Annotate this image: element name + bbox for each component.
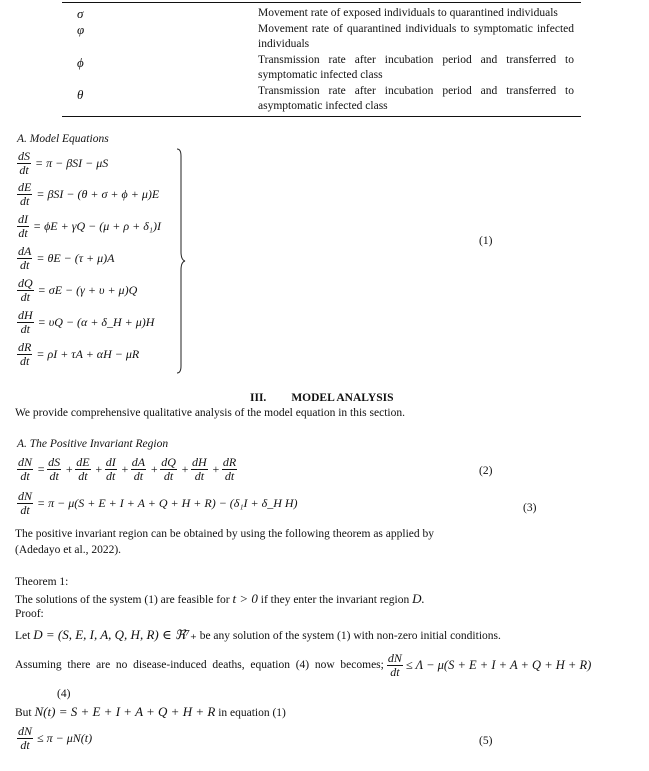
proof-label: Proof: <box>15 608 44 620</box>
fraction-num: dS <box>18 149 30 163</box>
fraction <box>17 456 33 483</box>
table-top-rule <box>62 2 581 3</box>
fraction <box>17 277 34 304</box>
fraction <box>17 341 32 368</box>
equation-rhs: = βSI − (θ + σ + ϕ + μ)E <box>36 187 160 201</box>
fraction <box>160 456 177 483</box>
assume-rhs: ≤ Λ − μ(S + E + I + A + Q + H + R) <box>405 658 592 672</box>
fraction-num: dS <box>48 455 61 469</box>
table-symbol: σ <box>77 6 84 21</box>
assume-statement <box>15 652 591 679</box>
citation: (Adedayo et al., 2022). <box>15 544 122 556</box>
equation-number: (4) <box>57 688 71 700</box>
fraction-den: dt <box>224 469 235 483</box>
theorem-title: Theorem 1: <box>15 576 69 588</box>
equation-rhs: = ϕE + γQ − (μ + ρ + δ₁)I <box>33 219 161 233</box>
equation-rhs: = π − βSI − μS <box>35 156 109 170</box>
fraction-num: dQ <box>18 276 33 290</box>
equation-rhs: = θE − (τ + μ)A <box>36 251 115 265</box>
fraction-num: dN <box>18 724 33 738</box>
table-symbol: ϕ <box>77 55 84 70</box>
fraction-den: dt <box>163 469 174 483</box>
section-title: MODEL ANALYSIS <box>291 392 394 404</box>
fraction <box>17 245 32 272</box>
equation-number: (2) <box>479 465 493 477</box>
fraction-num: dN <box>18 455 33 469</box>
fraction-num: dH <box>18 308 33 322</box>
table-bottom-rule <box>62 116 581 117</box>
fraction-num: dR <box>18 340 32 354</box>
table-desc: Transmission rate after incubation period and transferred to asymptomatic infected class <box>258 85 574 112</box>
equation-number: (1) <box>479 235 493 247</box>
table-symbol: θ <box>77 87 84 102</box>
fraction <box>17 309 34 336</box>
but-math: N(t) = S + E + I + A + Q + H + R <box>34 704 216 719</box>
fraction-den: dt <box>390 665 400 679</box>
but-statement <box>15 704 286 721</box>
theorem-text: The solutions of the system (1) are feasible for <box>15 594 230 606</box>
equation-rhs: = ρI + τA + αH − μR <box>36 347 140 361</box>
fraction-den: dt <box>194 469 205 483</box>
section-number: III. <box>250 392 267 404</box>
fraction-den: dt <box>19 163 29 177</box>
table-desc: Movement rate of exposed individuals to quarantined individuals <box>258 7 558 19</box>
fraction-den: dt <box>20 738 30 752</box>
fraction-den: dt <box>20 258 30 272</box>
fraction <box>131 456 146 483</box>
let-statement <box>15 627 501 644</box>
theorem-statement <box>15 591 425 608</box>
but-text: in equation (1) <box>218 707 286 719</box>
fraction <box>191 456 208 483</box>
section-heading-model-analysis <box>250 391 393 406</box>
equation-row <box>17 341 139 368</box>
fraction <box>105 456 117 483</box>
fraction-den: dt <box>106 469 116 483</box>
fraction-den: dt <box>20 322 30 336</box>
fraction-num: dA <box>18 244 32 258</box>
but-text: But <box>15 707 32 719</box>
fraction-num: dQ <box>161 455 176 469</box>
right-brace-icon <box>176 148 186 374</box>
section-intro: We provide comprehensive qualitative analysis of the model equation in this section. <box>15 407 405 419</box>
equation-3 <box>17 490 298 517</box>
fraction <box>75 456 90 483</box>
fraction <box>17 150 31 177</box>
section-heading-model-equations: A. Model Equations <box>17 133 109 145</box>
equation-row <box>17 213 161 240</box>
fraction-den: dt <box>78 469 88 483</box>
fraction <box>17 490 33 517</box>
fraction <box>47 456 61 483</box>
fraction <box>387 652 403 679</box>
fraction-num: dN <box>387 651 402 665</box>
equation-number: (5) <box>479 735 493 747</box>
fraction-den: dt <box>20 194 30 208</box>
equation-rhs: = π − μ(S + E + I + A + Q + H + R) − (δ₁I + δ_H H) <box>37 496 298 510</box>
equation-row <box>17 181 159 208</box>
fraction-num: dH <box>192 455 207 469</box>
equation-5 <box>17 725 92 752</box>
fraction-den: dt <box>20 503 30 517</box>
fraction-num: dE <box>18 180 32 194</box>
table-desc: Movement rate of quarantined individuals to symptomatic infected individuals <box>258 23 574 50</box>
equation-rhs: = σE − (γ + υ + μ)Q <box>37 283 138 297</box>
fraction-den: dt <box>49 469 59 483</box>
equation-rhs: ≤ π − μN(t) <box>37 731 93 745</box>
let-math: D = (S, E, I, A, Q, H, R) ∈ ℜ⁷₊ <box>33 627 197 642</box>
assume-text: Assuming there are no disease-induced deaths, equation (4) now becomes; <box>15 659 384 671</box>
parameter-table <box>62 0 581 118</box>
fraction-num: dR <box>222 455 237 469</box>
fraction-num: dA <box>131 455 146 469</box>
fraction <box>17 181 32 208</box>
equation-number: (3) <box>523 502 537 514</box>
fraction-num: dI <box>105 455 116 469</box>
table-symbol: φ <box>77 22 85 37</box>
theorem-math: t > 0 <box>232 591 258 606</box>
fraction-num: dN <box>18 489 33 503</box>
section-heading-invariant-region: A. The Positive Invariant Region <box>17 438 169 450</box>
fraction-num: dE <box>76 455 90 469</box>
fraction-den: dt <box>20 290 30 304</box>
fraction <box>17 725 33 752</box>
let-text: Let <box>15 630 31 642</box>
body-text: The positive invariant region can be obtained by using the following theorem as applied by <box>15 528 435 540</box>
fraction-den: dt <box>18 226 28 240</box>
equation-row <box>17 150 108 177</box>
theorem-text: if they enter the invariant region <box>260 594 410 606</box>
fraction <box>17 213 29 240</box>
fraction <box>222 456 237 483</box>
equation-row <box>17 277 137 304</box>
theorem-region: D. <box>412 591 425 606</box>
equation-row <box>17 309 154 336</box>
table-desc: Transmission rate after incubation period and transferred to symptomatic infected class <box>258 54 574 81</box>
fraction-den: dt <box>20 469 30 483</box>
fraction-den: dt <box>133 469 144 483</box>
fraction-den: dt <box>20 354 30 368</box>
equation-2: $\frac{dN}{dt}$ = $\frac{dS}{dt}$ + $\frac{dE}{dt}$ + $\frac{dI}{dt}$ + $\frac{dA}{dt}$ + $\frac{dQ}{dt}$ + $\frac{dH}{dt}$ + $\frac{dR}{dt}$ <box>18 455 237 483</box>
equation-rhs: = υQ − (α + δ_H + μ)H <box>37 315 155 329</box>
fraction-num: dI <box>18 212 28 226</box>
let-text: be any solution of the system (1) with non-zero initial conditions. <box>199 630 501 642</box>
equation-system <box>17 148 197 374</box>
equation-row <box>17 245 115 272</box>
